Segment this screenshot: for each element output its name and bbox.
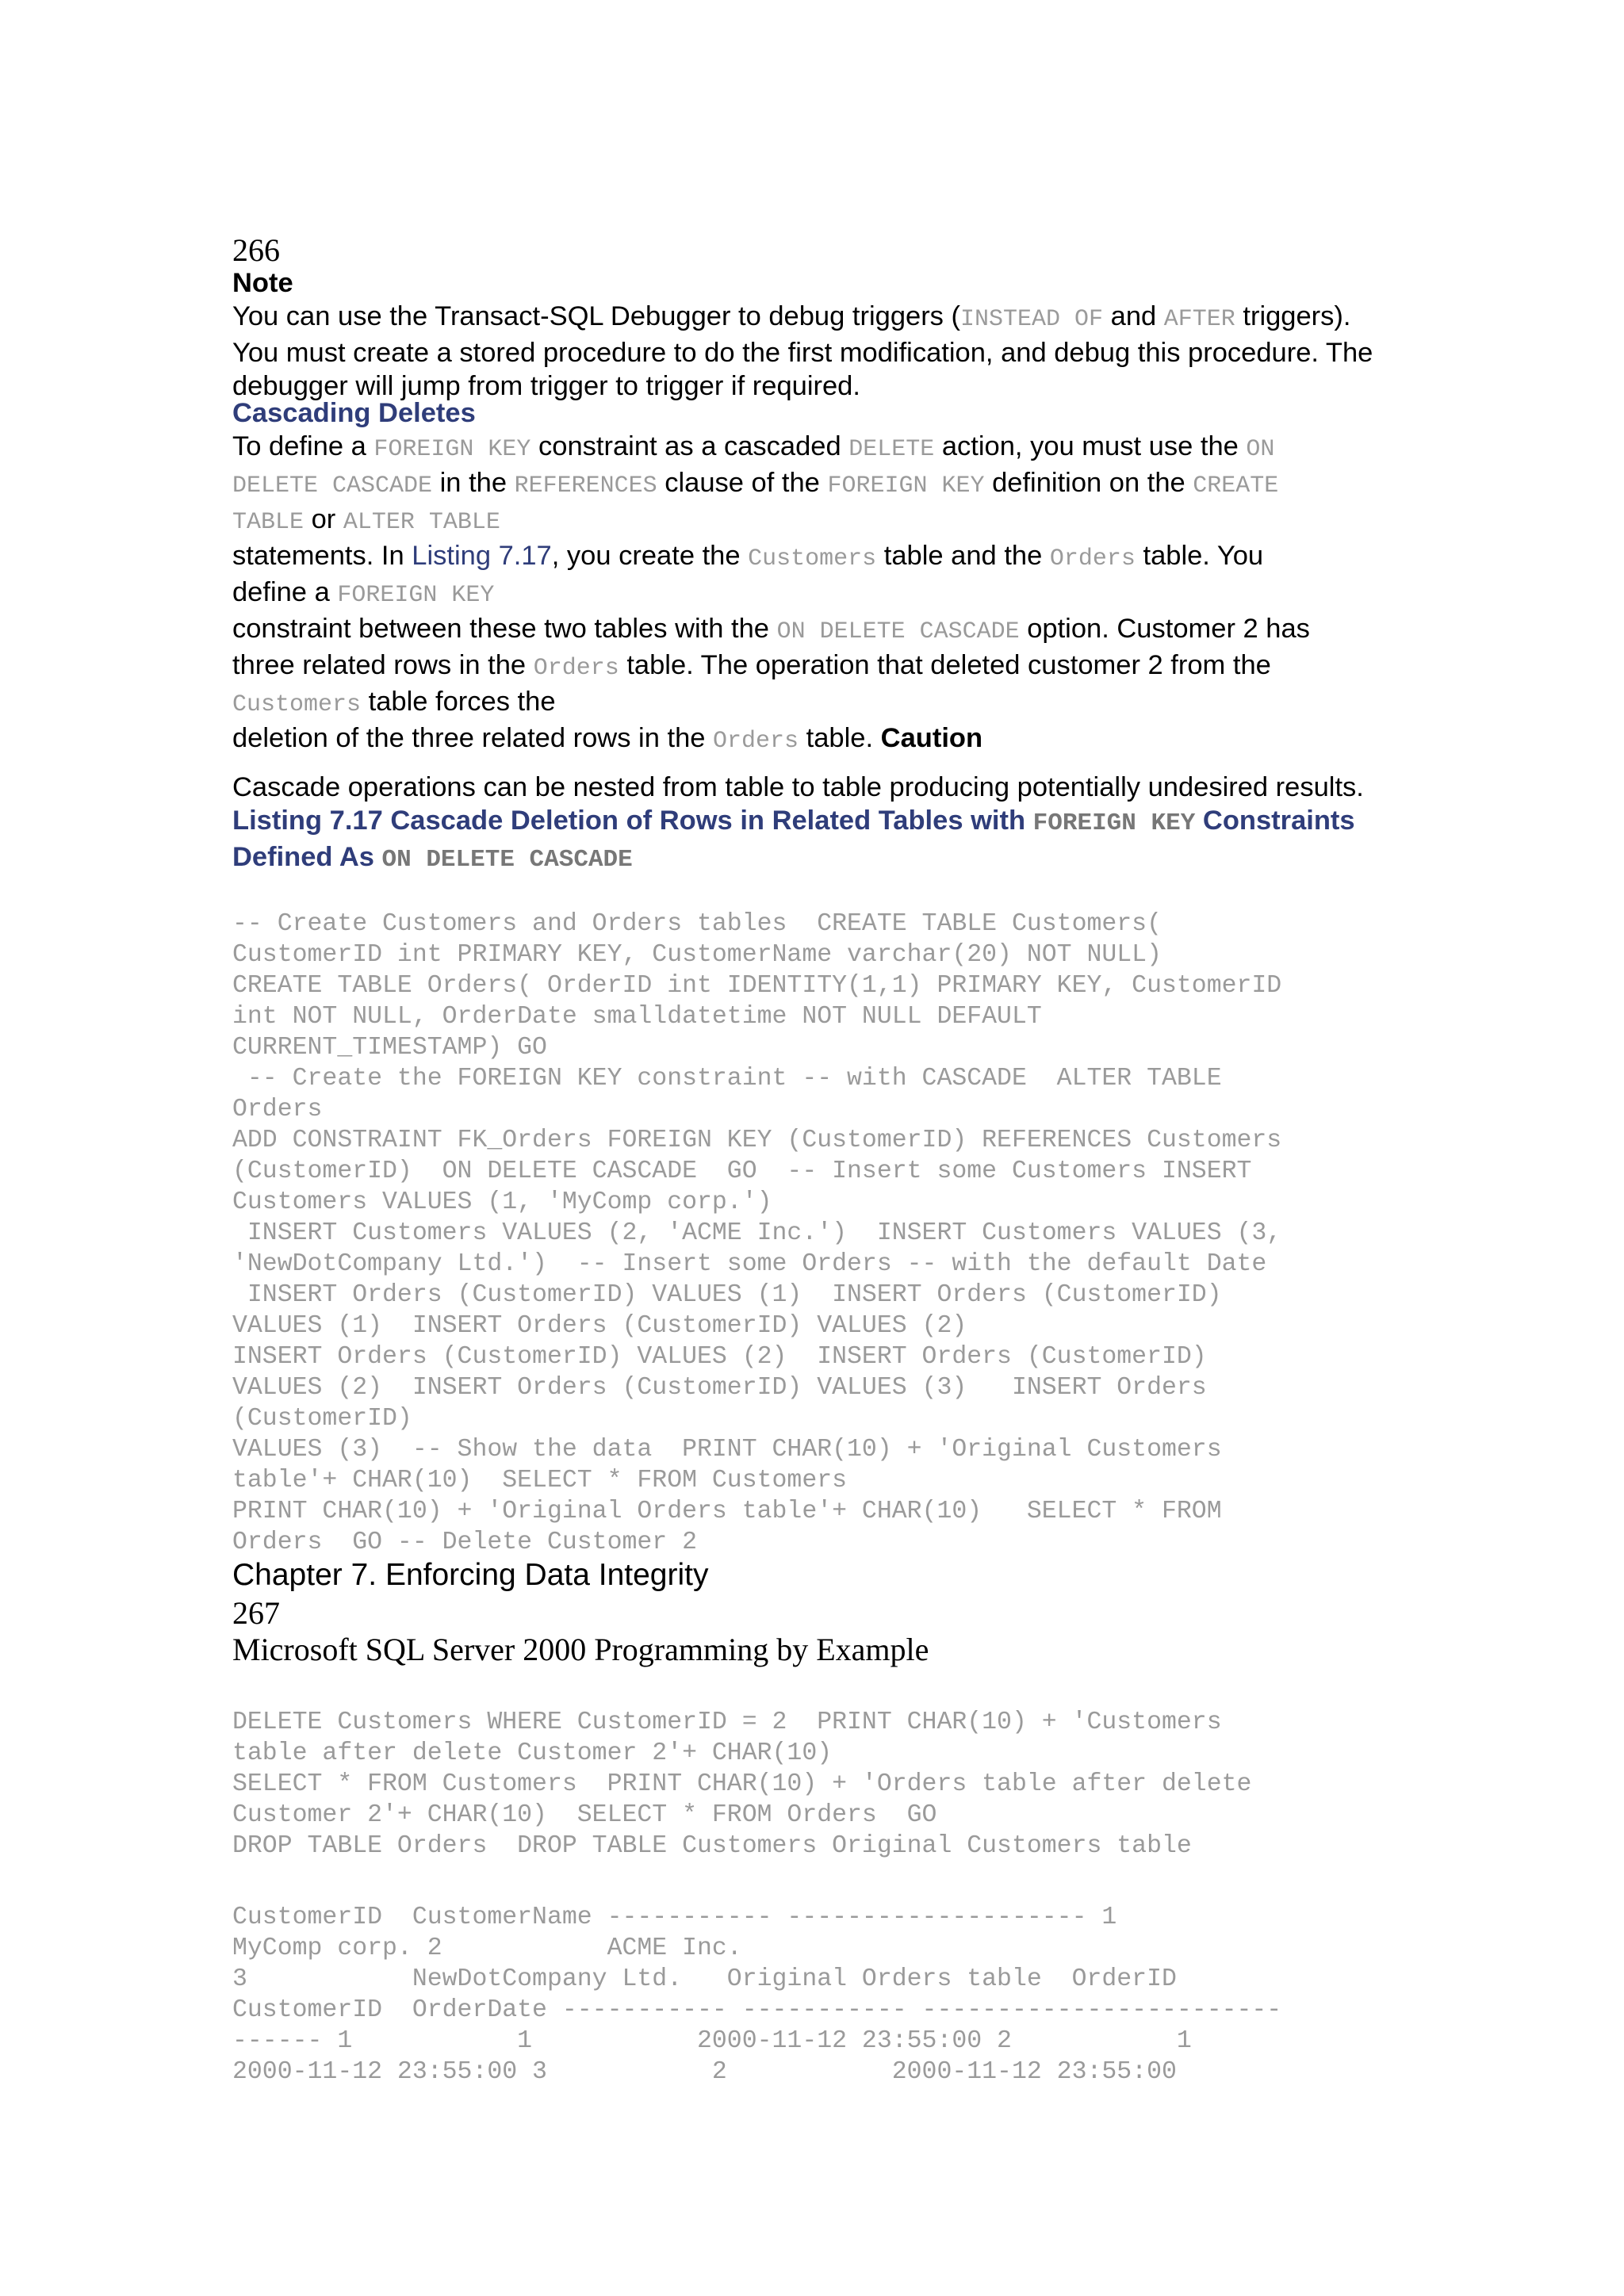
- para-line: To define a FOREIGN KEY constraint as a cascaded DELETE action, you must use the ON: [232, 431, 1275, 463]
- chapter-title: Chapter 7. Enforcing Data Integrity: [232, 1558, 709, 1592]
- para-line: statements. In Listing 7.17, you create the Customers table and the Orders table. You: [232, 541, 1264, 572]
- caption-line-2: Defined As ON DELETE CASCADE: [232, 842, 633, 874]
- para-line: three related rows in the Orders table. The operation that deleted customer 2 from the: [232, 650, 1271, 682]
- para-line: define a FOREIGN KEY: [232, 577, 495, 609]
- listing-code-continued: DELETE Customers WHERE CustomerID = 2 PRINT CHAR(10) + 'Customers table after delete Customer 2'+ CHAR(10) SELECT * FROM Customers PRINT CHAR(10) + 'Orders table after delete Customer 2'+ CHAR(10) SELECT * FROM Orders GO DROP TABLE Orders DROP TABLE Customers Original Customers table: [232, 1709, 1252, 1860]
- cascade-note: Cascade operations can be nested from table to table producing potentially undesired results.: [232, 772, 1364, 802]
- para-line: DELETE CASCADE in the REFERENCES clause of the FOREIGN KEY definition on the CREATE: [232, 468, 1279, 499]
- note-heading: Note: [232, 268, 293, 298]
- caution-label: Caution: [880, 723, 983, 753]
- note-line-2: You must create a stored procedure to do the first modification, and debug this procedure. The: [232, 338, 1373, 368]
- para-line: Customers table forces the: [232, 687, 556, 718]
- listing-link[interactable]: Listing 7.17: [412, 541, 552, 571]
- listing-code: -- Create Customers and Orders tables CREATE TABLE Customers( CustomerID int PRIMARY KEY, CustomerName varchar(20) NOT NULL) CREATE TABLE Orders( OrderID int IDENTITY(1,1) PRIMARY KEY, CustomerID int NOT NULL, OrderDate smalldatetime NOT NULL DEFAULT CURRENT_TIMESTAMP) GO -- Create the FOREIGN KEY constraint -- with CASCADE ALTER TABLE Orders ADD CONSTRAINT FK_Orders FOREIGN KEY (CustomerID) REFERENCES Customers (CustomerID) ON DELETE CASCADE GO -- Insert some Customers INSERT Customers VALUES (1, 'MyComp corp.') INSERT Customers VALUES (2, 'ACME Inc.') INSERT Customers VALUES (3, 'NewDotCompany Ltd.') -- Insert some Orders -- with the default Date INSERT Orders (CustomerID) VALUES (1) INSERT Orders (CustomerID) VALUES (1) INSERT Orders (CustomerID) VALUES (2) INSERT Orders (CustomerID) VALUES (2) INSERT Orders (CustomerID) VALUES (2) INSERT Orders (CustomerID) VALUES (3) INSERT Orders (CustomerID) VALUES (3) -- Show the data PRINT CHAR(10) + 'Original Customers table'+ CHAR(10) SELECT * FROM Customers PRINT CHAR(10) + 'Original Orders table'+ CHAR(10) SELECT * FROM Orders GO -- Delete Customer 2: [232, 910, 1282, 1556]
- note-line-1: You can use the Transact-SQL Debugger to debug triggers (INSTEAD OF and AFTER triggers).: [232, 301, 1351, 333]
- para-line: TABLE or ALTER TABLE: [232, 504, 500, 536]
- section-heading: Cascading Deletes: [232, 398, 476, 428]
- page-number: 267: [232, 1595, 280, 1631]
- page-number: 266: [232, 232, 280, 268]
- cascading-deletes-paragraph: [232, 430, 1398, 758]
- book-title: Microsoft SQL Server 2000 Programming by Example: [232, 1632, 929, 1667]
- query-output: CustomerID CustomerName ----------- -------------------- 1 MyComp corp. 2 ACME Inc. 3 NewDotCompany Ltd. Original Orders table OrderID CustomerID OrderDate ----------- ----------- ------------------------ ------ 1 1 2000-11-12 23:55:00 2 1 2000-11-12 23:55:00 3 2 2000-11-12 23:55:00: [232, 1904, 1282, 2086]
- listing-caption: [232, 804, 1398, 877]
- caption-line-1: Listing 7.17 Cascade Deletion of Rows in Related Tables with FOREIGN KEY Constraints: [232, 806, 1355, 837]
- note-text: [232, 300, 1398, 403]
- note-line-3: debugger will jump from trigger to trigger if required.: [232, 371, 860, 401]
- para-line: deletion of the three related rows in the Orders table. Caution: [232, 723, 983, 755]
- para-line: constraint between these two tables with the ON DELETE CASCADE option. Customer 2 has: [232, 614, 1310, 645]
